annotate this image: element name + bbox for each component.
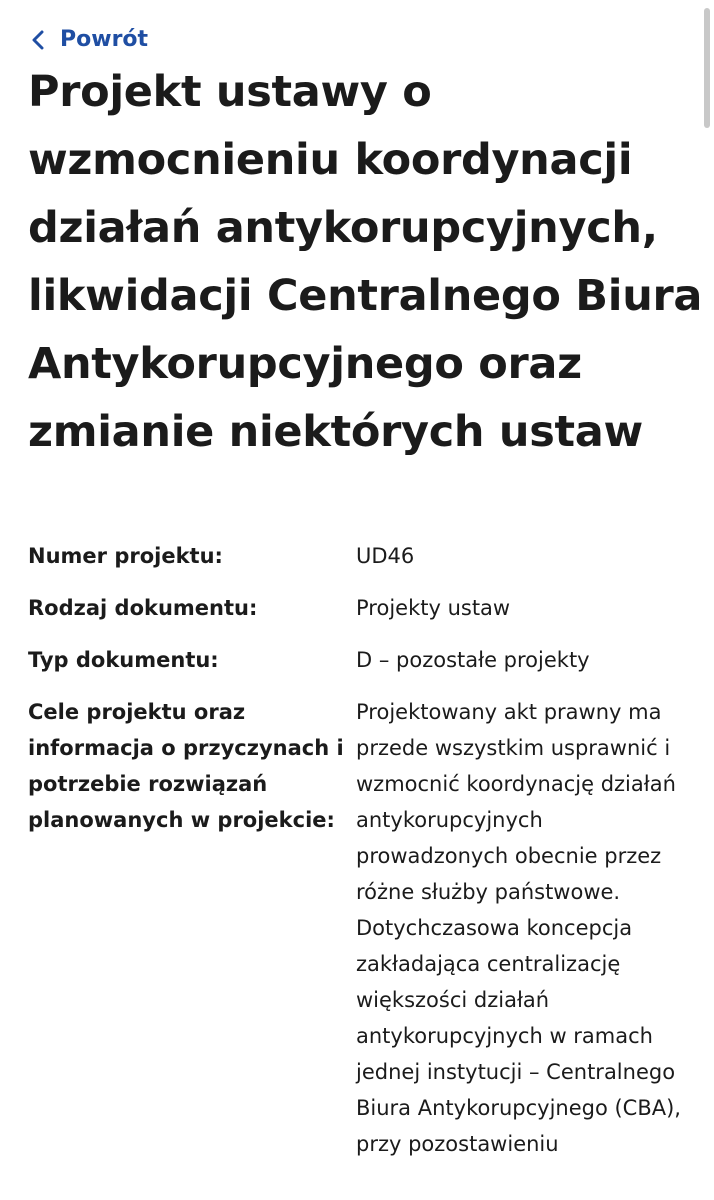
project-number-label: Numer projektu: <box>28 544 223 568</box>
page-title: Projekt ustawy o wzmocnieniu koordynacji działań antykorupcyjnych, likwidacji Centralnego Biura Antykorupcyjnego oraz zmianie niektórych ustaw <box>28 67 703 457</box>
project-goals-label: Cele projektu oraz informacja o przyczynach i potrzebie rozwiązań planowanych w projekcie: <box>28 700 344 832</box>
project-details <box>28 538 704 1162</box>
document-kind-value: Projekty ustaw <box>356 596 511 620</box>
document-kind-label: Rodzaj dokumentu: <box>28 596 258 620</box>
project-goals-value: Projektowany akt prawny ma przede wszystkim usprawnić i wzmocnić koordynację działań antykorupcyjnych prowadzonych obecnie przez różne służby państwowe. Dotychczasowa koncepcja zakładająca centralizację większości działań antykorupcyjnych w ramach jednej instytucji – Centralnego Biura Antykorupcyjnego (CBA), przy pozostawieniu <box>356 700 681 1156</box>
detail-row-project-number <box>28 538 704 574</box>
detail-row-document-kind <box>28 590 704 626</box>
detail-row-document-type <box>28 642 704 678</box>
detail-row-project-goals <box>28 694 704 1162</box>
project-number-value: UD46 <box>356 544 415 568</box>
chevron-left-icon <box>32 22 48 58</box>
document-type-value: D – pozostałe projekty <box>356 648 590 672</box>
scrollbar-thumb[interactable] <box>704 8 710 128</box>
document-type-label: Typ dokumentu: <box>28 648 219 672</box>
back-link[interactable] <box>32 22 148 58</box>
back-link-label: Powrót <box>60 27 149 52</box>
scrollbar[interactable] <box>704 0 710 1200</box>
